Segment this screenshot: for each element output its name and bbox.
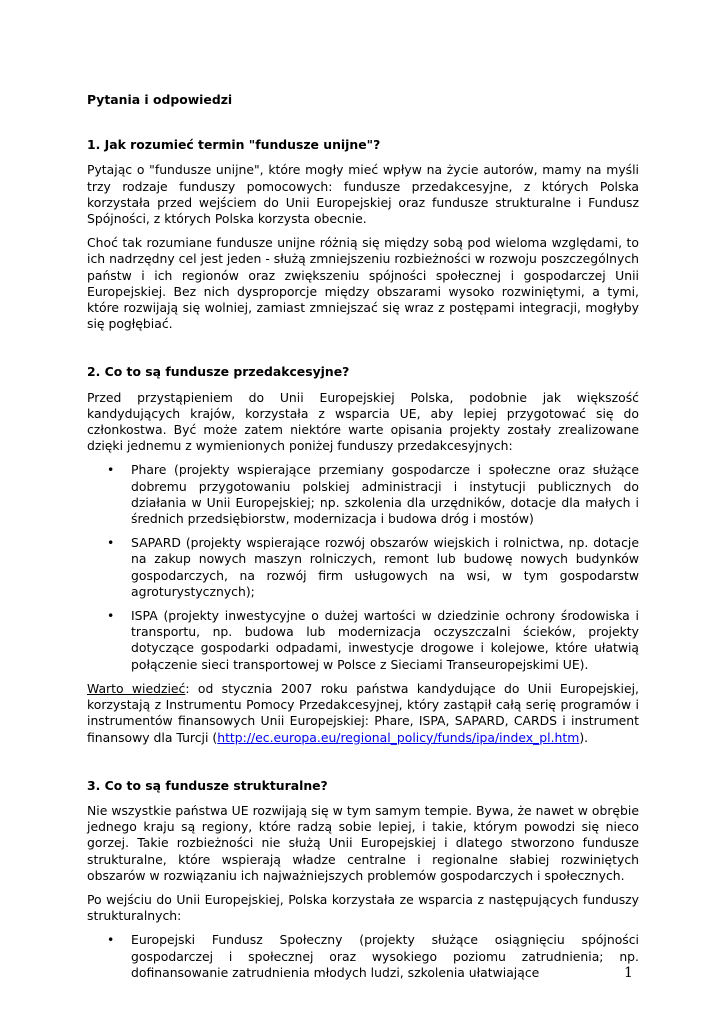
page-number: 1: [624, 965, 633, 981]
list-item: [87, 608, 639, 673]
section-heading: 1. Jak rozumieć termin "fundusze unijne"?: [87, 137, 381, 153]
list-item-text: Europejski Fundusz Społeczny (projekty służące osiągnięciu spójności gospodarczej i społecznej oraz wysokiego poziomu zatrudnienia; np. dofinansowanie zatrudnienia młodych ludzi, szkolenia ułatwiające: [131, 932, 639, 980]
bullet-icon: •: [107, 932, 115, 948]
paragraph: Po wejściu do Unii Europejskiej, Polska korzystała ze wsparcia z następujących funduszy strukturalnych:: [87, 891, 639, 924]
note-paragraph: [87, 681, 639, 746]
list-item-text: SAPARD (projekty wspierające rozwój obszarów wiejskich i rolnictwa, np. dotacje na zakup nowych maszyn rolniczych, remont lub budowę nowych budynków gospodarczych, na rozwój firm usługowych na wsi, w tym gospodarstw agroturystycznych);: [131, 535, 639, 599]
document-title: Pytania i odpowiedzi: [87, 92, 233, 107]
list-item: [87, 462, 639, 527]
bullet-list: [87, 462, 639, 672]
paragraph: Choć tak rozumiane fundusze unijne różnią się między sobą pod wieloma względami, to ich nadrzędny cel jest jeden - służą zmniejszeniu rozbieżności w rozwoju poszczególnych państw i ich regionów oraz zwiększeniu spójności społecznej i gospodarczej Unii Europejskiej. Bez nich dysproporcje między obszarami wysoko rozwiniętymi, a tymi, które rozwijają się wolniej, zamiast zmniejszać się wraz z postępami integracji, mogłyby się pogłębiać.: [87, 235, 639, 332]
bullet-icon: •: [107, 535, 115, 551]
note-end: ).: [579, 729, 589, 745]
list-item-text: Phare (projekty wspierające przemiany gospodarcze i społeczne oraz służące dobremu przygotowaniu polskiej administracji i instytucji publicznych do działania w Unii Europejskiej; np. szkolenia dla urzędników, dotacje dla małych i średnich przedsiębiorstw, modernizacja i budowa dróg i mostów): [131, 462, 639, 527]
list-item: [87, 932, 639, 981]
section-heading: 2. Co to są fundusze przedakcesyjne?: [87, 364, 350, 380]
section-heading: 3. Co to są fundusze strukturalne?: [87, 777, 328, 793]
paragraph: Pytając o "fundusze unijne", które mogły mieć wpływ na życie autorów, mamy na myśli trzy rodzaje funduszy pomocowych: fundusze przedakcesyjne, z których Polska korzystała przed wejściem do Unii Europejskiej oraz fundusze strukturalne i Fundusz Spójności, z których Polska korzysta obecnie.: [87, 162, 639, 227]
section-spacer: [87, 340, 639, 364]
note-text: : od stycznia 2007 roku państwa kandydujące do Unii Europejskiej, korzystają z Instrumentu Pomocy Przedakcesyjnej, który zastąpił całą serię programów i instrumentów finansowych Unii Europejskiej: Phare, ISPA, SAPARD, CARDS i instrument finansowy dla Turcji (: [87, 680, 639, 745]
bullet-icon: •: [107, 462, 115, 478]
paragraph: Nie wszystkie państwa UE rozwijają się w tym samym tempie. Bywa, że nawet w obrębie jednego kraju są regiony, które radzą sobie lepiej, i takie, którym powodzi się nieco gorzej. Takie rozbieżności nie służą Unii Europejskiej i dlatego stworzono fundusze strukturalne, które wspierają władze centralne i regionalne słabiej rozwiniętych obszarów w rozwiązaniu ich najważniejszych problemów gospodarczych i społecznych.: [87, 802, 639, 883]
section-2: [87, 364, 639, 745]
document-page: [87, 92, 639, 989]
list-item: [87, 535, 639, 600]
bullet-icon: •: [107, 608, 115, 624]
section-spacer: [87, 754, 639, 778]
note-label: Warto wiedzieć: [87, 680, 186, 696]
section-3: [87, 778, 639, 981]
list-item-text: ISPA (projekty inwestycyjne o dużej wartości w dziedzinie ochrony środowiska i transportu, np. budowa lub modernizacja oczyszczalni ścieków, projekty dotyczące gospodarki odpadami, inwestycje drogowe i kolejowe, które ułatwią połączenie sieci transportowej w Polsce z Sieciami Transeuropejskimi UE).: [131, 608, 639, 672]
bullet-list: [87, 932, 639, 981]
paragraph: Przed przystąpieniem do Unii Europejskiej Polska, podobnie jak większość kandydujących krajów, korzystała z wsparcia UE, aby lepiej przygotować się do członkostwa. Być może zatem niektóre warte opisania projekty zostały zrealizowane dzięki jednemu z wymienionych poniżej funduszy przedakcesyjnych:: [87, 389, 639, 454]
ipa-link[interactable]: http://ec.europa.eu/regional_policy/funds/ipa/index_pl.htm: [217, 729, 580, 745]
section-1: [87, 137, 639, 332]
